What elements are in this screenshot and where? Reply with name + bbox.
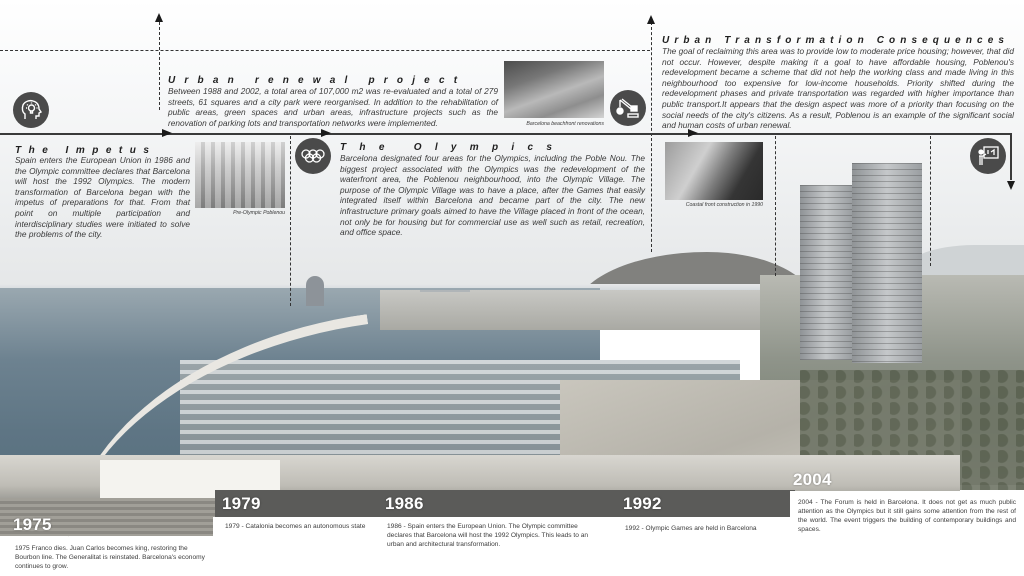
arrow-down-icon [1007,181,1015,190]
year-label-1992: 1992 [623,494,662,513]
divider-line [775,136,776,276]
hotel-arts-tower [800,185,852,360]
coastal-front-construction-photo [665,142,763,200]
port-cranes [420,276,470,292]
graffiti-wall [215,490,795,518]
note-2004: 2004 - The Forum is held in Barcelona. It does not get as much public attention as the Olympics but it still gains some attention from the rest of the world. The event triggers the building of contemporary buildings and spaces. [798,499,1016,533]
divider-line [930,136,931,266]
consequences-body: The goal of reclaiming this area was to provide low to moderate price housing; however, that did not occur. However, despite making it a goal to have affordable housing, Poblenou's redevelopment became a scheme that did not help the working class and made living in this neighbourhood too expensive for low-income households. Priority shifted during the redevelopment phases and private transportation was regarded with higher importance than public transport.It appears that the design aspect was more of a priority than focusing on the social needs of the city's citizens. As a result, Poblenou is an example of the significant social and human costs of urban renewal. [662,46,1014,131]
note-1975: 1975 Franco dies. Juan Carlos becomes king, restoring the Bourbon line. The Generalitat is reinstated. Barcelona's economy continues to grow. [15,545,205,570]
note-1979: 1979 - Catalonia becomes an autonomous state [225,523,366,530]
excavator-icon [610,90,646,126]
note-1992: 1992 - Olympic Games are held in Barcelona [625,525,757,532]
timeline-main-line [0,133,1012,135]
impetus-title: The Impetus [15,145,157,156]
presenter-board-icon [970,138,1006,174]
urban-renewal-body: Between 1988 and 2002, a total area of 107,000 m2 was re-evaluated and a total of 279 streets, 61 squares and a city park were reorganised. In addition to the rehabilitation of public areas, green spaces and urban areas, infrastructure projects such as the renovation of parking lots and transportation networks were implemented. [168,86,498,128]
pre-olympic-poblenou-photo [195,142,285,208]
consequences-connector [651,22,652,252]
note-1986: 1986 - Spain enters the European Union. The Olympic committee declares that Barcelona will host the 1992 Olympics. This leads to an urban and architectural transformation. [387,523,589,548]
hotel-w-building [306,276,324,306]
arrow-right-icon [321,129,331,137]
olympic-rings-icon [295,138,331,174]
divider-line [290,136,291,306]
year-label-1986: 1986 [385,494,424,513]
arrow-up-icon [647,15,655,24]
head-lightbulb-icon [13,92,49,128]
year-label-2004: 2004 [793,470,832,489]
timeline-upper-dashed-line [0,50,650,51]
torre-mapfre-tower [852,163,922,363]
arrow-right-icon [162,129,172,137]
urban-renewal-connector [159,22,160,110]
timeline-end-line [1010,133,1012,180]
impetus-photo-caption: Pre-Olympic Poblenou [233,210,285,216]
impetus-body: Spain enters the European Union in 1986 and the Olympic committee declares that Barcelona will host the 1992 Olympics. The modern transformation of Barcelona began with the impetus of preparations for that. From that point on multiple participation and interdisciplinary studies were initiated to solve the problems of the city. [15,155,190,240]
olympics-title: The Olympics [340,142,566,153]
year-label-1975: 1975 [13,515,52,534]
year-label-1979: 1979 [222,494,261,513]
consequences-title: Urban Transformation Consequences [662,35,1010,46]
olympics-body: Barcelona designated four areas for the Olympics, including the Poble Nou. The biggest project associated with the Olympics was the redevelopment of the waterfront area, the Poblenou neighbourhood, into the Olympic Village. The purpose of the Olympic Village was to have a place, after the Games that easily integrated itself within Barcelona and became part of the city. The new infrastructure primary goals aimed to have the Village placed in front of the ocean, not only be for housing but for commercial use as well such as retail, recreation, and office space. [340,153,645,238]
arrow-up-icon [155,13,163,22]
urban-renewal-title: Urban renewal project [168,75,467,86]
urban-renewal-photo-caption: Barcelona beachfront renovations [526,121,604,127]
olympics-photo-caption: Coastal front construction in 1990 [685,202,763,208]
beachfront-renovations-photo [504,61,604,118]
